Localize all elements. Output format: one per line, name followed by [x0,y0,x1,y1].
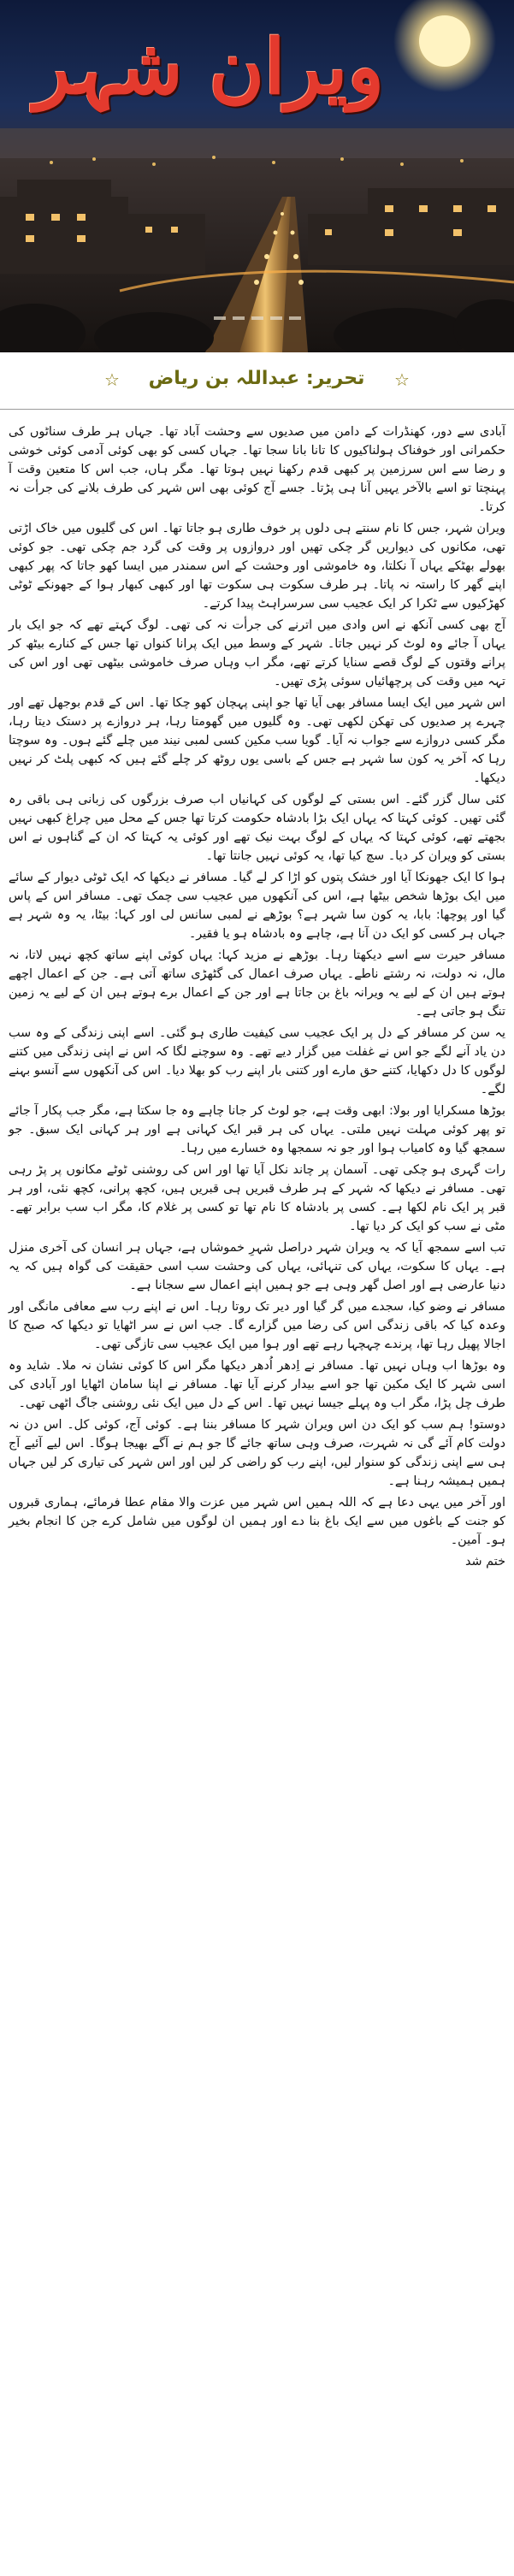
article-title: ویران شہر [34,22,385,111]
article-paragraph: مسافر حیرت سے اسے دیکھتا رہا۔ بوڑھے نے مزید کہا: یہاں کوئی اپنے ساتھ کچھ نہیں لاتا، نہ مال، نہ دولت، نہ رشتے ناطے۔ یہاں صرف اعمال کی گٹھڑی ساتھ آتی ہے۔ جن کے اعمال اچھے ہوتے ہیں ان کے لیے یہ ویرانہ باغ بن جاتا ہے اور جن کے اعمال برے ہوتے ہیں ان کے لیے یہ زمین تنگ ہو جاتی ہے۔ [9,948,505,1019]
article-paragraph: رات گہری ہو چکی تھی۔ آسمان پر چاند نکل آیا تھا اور اس کی روشنی ٹوٹے مکانوں پر پڑ رہی تھی۔ مسافر نے دیکھا کہ شہر کے ہر طرف قبریں ہی قبریں ہیں، کچھ پرانی، کچھ نئی، اور ہر قبر پر ایک نام لکھا ہے۔ کسی پر بادشاہ کا نام تھا تو کسی پر غلام کا، مگر اب سب برابر تھے۔ مٹی نے سب کو ایک کر دیا تھا۔ [9,1163,505,1233]
article-paragraph: ختم شد [464,1555,505,1569]
article-paragraph: اس شہر میں ایک ایسا مسافر بھی آیا تھا جو اپنی پہچان کھو چکا تھا۔ اس کے قدم بوجھل تھے اور چہرے پر صدیوں کی تھکن لکھی تھی۔ وہ گلیوں میں گھومتا رہا، ہر دروازے پر دستک دیتا رہا، مگر کسی دروازے سے جواب نہ آیا۔ گویا سب مکین کسی لمبی نیند میں چلے گئے ہوں۔ وہ سوچتا رہا کہ آخر یہ کون سا شہر ہے جس کے باسی یوں روٹھ کر چلے گئے ہیں کہ کبھی پلٹ کر نہیں دیکھا۔ [9,696,505,785]
article-paragraph: اور آخر میں یہی دعا ہے کہ اللہ ہمیں اس شہر میں عزت والا مقام عطا فرمائے، ہماری قبروں کو جنت کے باغوں میں سے ایک باغ بنا دے اور ہمیں ان لوگوں میں شامل کرے جن کا انجام بخیر ہو۔ آمین۔ [9,1496,505,1547]
article-paragraph: مسافر نے وضو کیا، سجدے میں گر گیا اور دیر تک روتا رہا۔ اس نے اپنے رب سے معافی مانگی اور وعدہ کیا کہ باقی زندگی اس کی رضا میں گزارے گا۔ جب اس نے سر اٹھایا تو دیکھا کہ صبح کا اجالا پھیل رہا تھا، پرندے چہچہا رہے تھے اور ہوا میں ایک عجیب سی تازگی تھی۔ [9,1300,505,1351]
article-paragraph: تب اسے سمجھ آیا کہ یہ ویران شہر دراصل شہرِ خموشاں ہے، جہاں ہر انسان کی آخری منزل ہے۔ یہاں کا سکوت، یہاں کی تنہائی، یہاں کی وحشت سب اسی حقیقت کی گواہ ہیں کہ یہ دنیا عارضی ہے اور اصل گھر وہی ہے جو ہمیں اپنے اعمال سے سجانا ہے۔ [9,1241,505,1292]
article-paragraph: آبادی سے دور، کھنڈرات کے دامن میں صدیوں سے وحشت آباد تھا۔ جہاں ہر طرف سناٹوں کی حکمرانی اور خوفناک ہولناکیوں کا تانا بانا سجا تھا۔ جہاں کسی کو بھی کوئی آدمی کوئی خوشی و رضا سے اس سرزمین پر کبھی قدم رکھنا نہیں ہوتا تھا۔ مگر ہاں، جب اس کا متعین وقت آ پہنچتا تو اسے بالآخر یہیں آنا ہی پڑتا۔ جسے آج کوئی بھی اس شہر کی طرف بلانے کی جرأت نہ کرتا۔ [9,425,505,514]
article-paragraph: آج بھی کسی آنکھ نے اس وادی میں اترنے کی جرأت نہ کی تھی۔ لوگ کہتے تھے کہ جو ایک بار یہاں آ جائے وہ لوٹ کر نہیں جاتا۔ شہر کے وسط میں ایک پرانا کنواں تھا جس کے کنارے بیٹھ کر پرانے وقتوں کے لوگ قصے سنایا کرتے تھے، مگر اب وہاں صرف خاموشی بیٹھی تھی اور اس کی تہہ میں وقت کی پرچھائیاں سوئی پڑی تھیں۔ [9,618,505,688]
author-byline: تحریر: عبداللہ بن ریاض [148,368,365,389]
article-paragraph: ہوا کا ایک جھونکا آیا اور خشک پتوں کو اڑا کر لے گیا۔ مسافر نے دیکھا کہ ایک ٹوٹی دیوار کے سائے میں ایک بوڑھا شخص بیٹھا ہے، اس کی آنکھوں میں عجیب سی چمک تھی۔ مسافر اس کے پاس گیا اور پوچھا: بابا، یہ کون سا شہر ہے؟ بوڑھے نے لمبی سانس لی اور کہا: بیٹا، یہ وہ شہر ہے جہاں ہر کسی کو ایک دن آنا ہے، چاہے وہ بادشاہ ہو یا فقیر۔ [9,871,505,941]
article-paragraph: دوستو! ہم سب کو ایک دن اس ویران شہر کا مسافر بننا ہے۔ کوئی آج، کوئی کل۔ اس دن نہ دولت کام آئے گی نہ شہرت، صرف وہی ساتھ جائے گا جو ہم نے آگے بھیجا ہوگا۔ اس لیے آئیے آج ہی سے اپنی زندگی کو سنوار لیں، اپنے رب کو راضی کر لیں اور اس شہر کی تیاری کر لیں جہاں ہمیں ہمیشہ رہنا ہے۔ [9,1418,505,1488]
author-bar [0,352,514,412]
star-icon: ☆ [104,369,120,390]
header-photo [0,0,514,352]
article-paragraph: بوڑھا مسکرایا اور بولا: ابھی وقت ہے، جو لوٹ کر جانا چاہے وہ جا سکتا ہے، مگر جب پکار آ جائے تو پھر کوئی مہلت نہیں ملتی۔ یہاں کی ہر قبر ایک کہانی ہے اور ہر کہانی ایک سبق۔ جو سمجھ گیا وہ کامیاب ہوا اور جو نہ سمجھا وہ خسارے میں رہا۔ [9,1104,505,1155]
article-paragraph: ویران شہر، جس کا نام سنتے ہی دلوں پر خوف طاری ہو جاتا تھا۔ اس کی گلیوں میں خاک اڑتی تھی، مکانوں کی دیواریں گر چکی تھیں اور دروازوں پر وقت کی گرد جم چکی تھی۔ جو کوئی بھولے بھٹکے یہاں آ نکلتا، وہ خاموشی اور وحشت کے اس سمندر میں ایسا کھو جاتا کہ پھر کبھی اپنے گھر کا راستہ نہ پاتا۔ ہر طرف سکوت ہی سکوت تھا اور کبھی کبھار ہوا کے جھونکے ٹوٹی کھڑکیوں سے ٹکرا کر ایک عجیب سی سرسراہٹ پیدا کرتے۔ [9,522,505,611]
divider [0,409,514,410]
article-paragraph: کئی سال گزر گئے۔ اس بستی کے لوگوں کی کہانیاں اب صرف بزرگوں کی زبانی ہی باقی رہ گئی تھیں۔ کوئی کہتا کہ یہاں ایک بڑا بادشاہ حکومت کرتا تھا جس کے محل میں چراغ کبھی نہیں بجھتے تھے، کوئی کہتا کہ یہاں کے لوگ بہت نیک تھے اور کوئی یہ کہتا کہ ان کے گناہوں نے اس بستی کو ویران کر دیا۔ سچ کیا تھا، یہ کوئی نہیں جانتا تھا۔ [9,793,505,863]
article-body [9,422,505,1574]
star-icon: ☆ [394,369,410,390]
article-paragraph: یہ سن کر مسافر کے دل پر ایک عجیب سی کیفیت طاری ہو گئی۔ اسے اپنی زندگی کے وہ سب دن یاد آنے لگے جو اس نے غفلت میں گزار دیے تھے۔ وہ سوچنے لگا کہ اس نے اپنی زندگی میں کتنے لوگوں کا دل دکھایا، کتنے حق مارے اور کتنی بار اپنے رب کو بھلا دیا۔ اس کی آنکھوں سے آنسو بہنے لگے۔ [9,1026,505,1096]
article-paragraph: وہ بوڑھا اب وہاں نہیں تھا۔ مسافر نے اِدھر اُدھر دیکھا مگر اس کا کوئی نشان نہ ملا۔ شاید وہ اسی شہر کا ایک مکین تھا جو اسے بیدار کرنے آیا تھا۔ مسافر نے اپنا سامان اٹھایا اور آبادی کی طرف چل پڑا، مگر اب وہ پہلے جیسا نہیں تھا۔ اس کے دل میں ایک نئی روشنی جاگ اٹھی تھی۔ [9,1359,505,1410]
